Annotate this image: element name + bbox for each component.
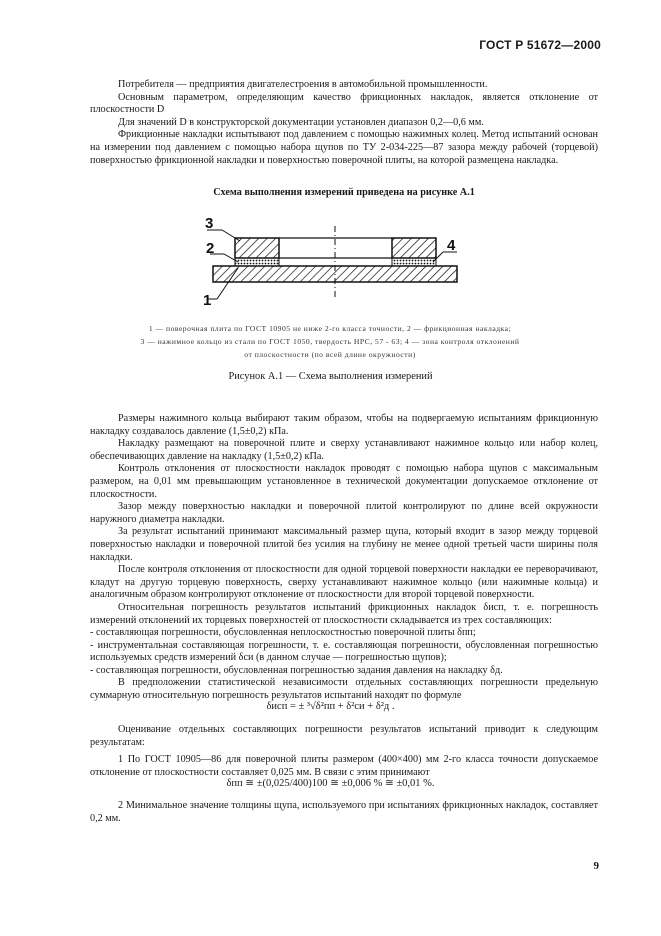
last-block: [90, 800, 598, 825]
paragraph: Потребителя — предприятия двигателестроения в автомобильной промышленности.: [118, 79, 488, 90]
formula-total-error: δисп = ± ³√δ²пп + δ²си + δ²д .: [266, 701, 395, 712]
label-3: 3: [205, 215, 214, 232]
list-item: - составляющая погрешности, обусловленная неплоскостностью поверочной плиты δпп;: [90, 627, 476, 639]
paragraph: После контроля отклонения от плоскостности для одной торцевой поверхности накладки ее переворачивают, кладут на другую торцевую поверхность, сверху устанавливают нажимное кольцо (или нажимные кольца) и аналогичным образом контролируют отклонение от плоскостности для второй торцевой поверхности.: [90, 564, 598, 601]
paragraph: За результат испытаний принимают максимальный размер щупа, который входит в зазор между торцевой поверхностью накладки и поверочной плитой без усилия на глубину не менее одной третьей части ширины поля накладки.: [90, 526, 598, 563]
paragraph: Оценивание отдельных составляющих погрешности результатов испытаний приводит к следующим результатам:: [90, 724, 598, 748]
page-number: 9: [593, 860, 599, 872]
measurement-scheme-figure: [0, 208, 661, 318]
paragraph: Фрикционные накладки испытывают под давлением с помощью нажимных колец. Метод испытаний основан на измерении под давлением с помощью набора щупов по ТУ 2-034-225—87 зазора между рабочей (торцевой) поверхностью фрикционной накладки и поверхностью поверочной плиты, на которой размещена накладка.: [90, 129, 598, 166]
label-4: 4: [447, 237, 456, 254]
label-2: 2: [206, 240, 215, 257]
paragraph: Зазор между поверхностью накладки и поверочной плитой контролируют по длине всей окружности наружного диаметра накладки.: [90, 501, 598, 525]
paragraph: Накладку размещают на поверочной плите и сверху устанавливают нажимное кольцо или набор колец, обеспечивающих давление на накладку (1,5±0,2) кПа.: [90, 438, 598, 462]
after-formula-block: [90, 724, 598, 779]
document-header: ГОСТ Р 51672—2000: [479, 38, 601, 52]
pressure-ring-left: [235, 238, 279, 258]
list-item: - инструментальная составляющая погрешности, т. е. составляющая погрешности, обусловленная погрешностью используемых средств измерений δси (в данном случае — погрешностью щупов);: [90, 639, 598, 664]
paragraph: В предположении статистической независимости отдельных составляющих погрешности предельную суммарную относительную погрешность результатов испытаний находят по формуле: [90, 677, 598, 702]
label-1: 1: [203, 292, 212, 309]
friction-pad-left: [235, 258, 279, 266]
paragraph: Контроль отклонения от плоскостности накладок проводят с помощью набора щупов с максимальным размером, на 0,01 мм превышающим установленное в технической документации допускаемое отклонение от плоскостности.: [90, 463, 598, 500]
body-block: [90, 413, 598, 703]
pressure-ring-right: [392, 238, 436, 258]
list-item: - составляющая погрешности, обусловленная погрешностью задания давления на накладку δд.: [90, 664, 503, 676]
figure-legend: [110, 322, 550, 361]
intro-block: [90, 79, 598, 167]
paragraph: Для значений D в конструкторской документации установлен диапазон 0,2—0,6 мм.: [118, 116, 484, 128]
paragraph: Размеры нажимного кольца выбирают таким образом, чтобы на подвергаемую испытаниям фрикционную накладку создавалось давление (1,5±0,2) кПа.: [90, 413, 598, 437]
paragraph: Относительная погрешность результатов испытаний фрикционных накладок δисп, т. е. погрешность измерений отклонений их торцевых поверхностей от плоскостности складывается из трех составляющих:: [90, 601, 598, 626]
scheme-intro: Схема выполнения измерений приведена на рисунке А.1: [213, 187, 475, 198]
formula-plate-error: δпп ≅ ±(0,025/400)100 ≅ ±0,006 % ≅ ±0,01 %.: [226, 778, 435, 789]
paragraph: 2 Минимальное значение толщины щупа, используемого при испытаниях фрикционных накладок, составляет 0,2 мм.: [90, 800, 598, 824]
legend-line: 3 — нажимное кольцо из стали по ГОСТ 1050, твердость НРС, 57 - 63; 4 — зона контроля отклонений: [140, 337, 520, 346]
paragraph: 1 По ГОСТ 10905—86 для поверочной плиты размером (400×400) мм 2-го класса точности допускаемое отклонение от плоскостности составляет 0,025 мм. В связи с этим принимают: [90, 754, 598, 778]
legend-line: от плоскостности (по всей длине окружности): [244, 350, 416, 359]
friction-pad-right: [392, 258, 436, 266]
paragraph: Основным параметром, определяющим качество фрикционных накладок, является отклонение от плоскостности D: [90, 91, 598, 116]
figure-caption: Рисунок А.1 — Схема выполнения измерений: [228, 371, 433, 382]
legend-line: 1 — поверочная плита по ГОСТ 10905 не ниже 2-го класса точности, 2 — фрикционная накладка;: [148, 324, 512, 333]
